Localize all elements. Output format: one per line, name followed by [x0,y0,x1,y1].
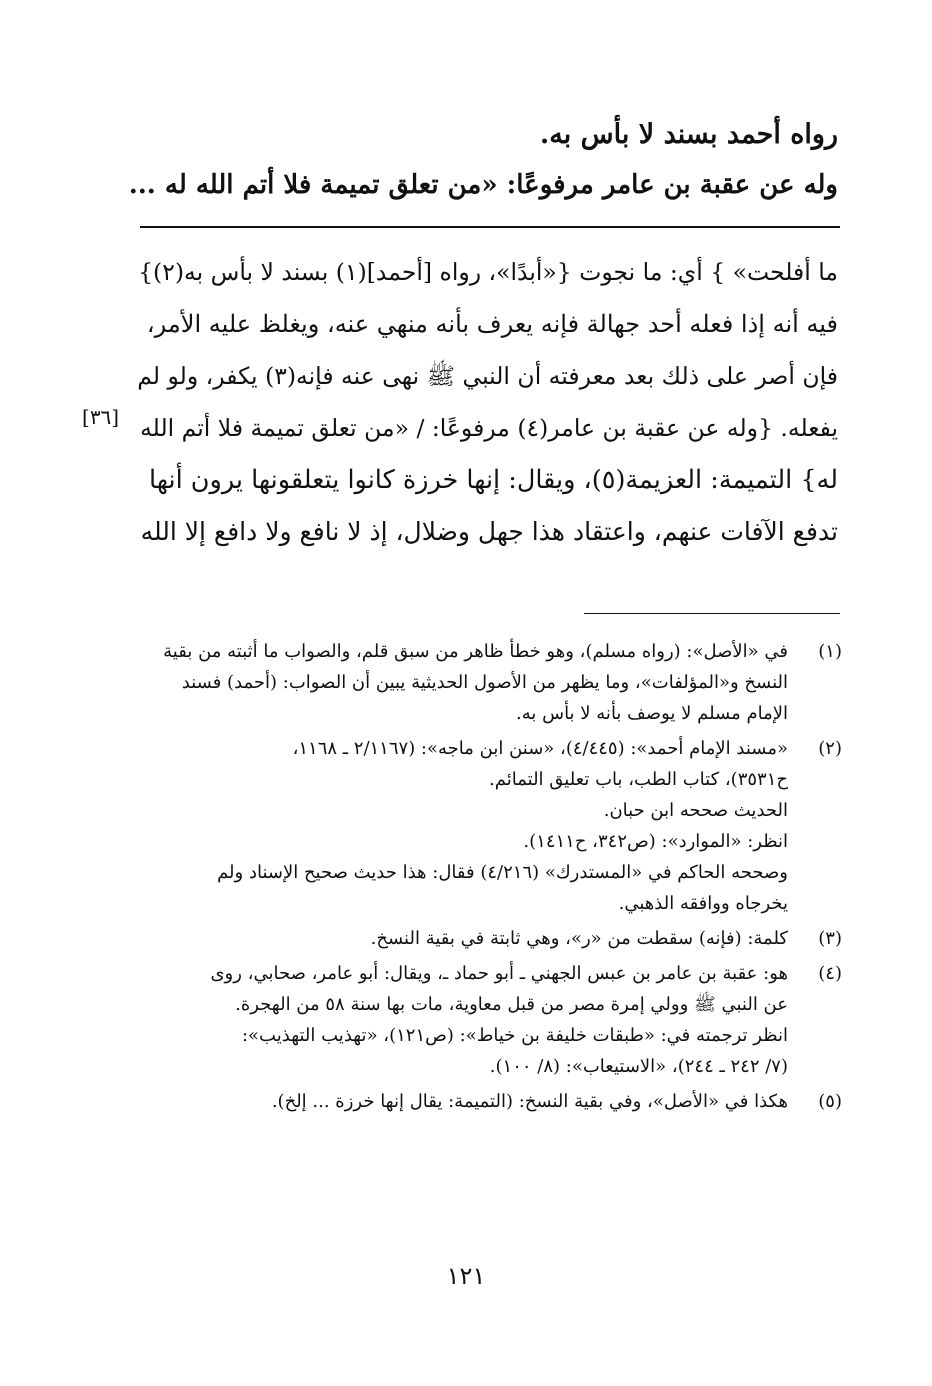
matn-text [118,110,838,210]
footnote-1 [122,636,842,729]
footnote-line: كلمة: (فإنه) سقطت من «ر»، وهي ثابتة في بقية النسخ. [370,928,788,949]
footnote-number: (٢) [818,738,842,759]
commentary-line: ما أفلحت» } أي: ما نجوت {«أبدًا»، رواه [أحمد](١) بسند لا بأس به(٢)} [138,258,838,286]
footnote-line: في «الأصل»: (رواه مسلم)، وهو خطأ ظاهر من سبق قلم، والصواب ما أثبته من بقية [163,641,788,662]
matn-divider [140,226,840,228]
footnote-line: (٧/ ٢٤٢ ـ ٢٤٤)، «الاستيعاب»: (٨/ ١٠٠). [489,1056,788,1077]
footnote-number: (٤) [818,963,842,984]
footnote-line: انظر ترجمته في: «طبقات خليفة بن خياط»: (ص١٢١)، «تهذيب التهذيب»: [241,1025,788,1046]
footnote-line: انظر: «الموارد»: (ص٣٤٢، ح١٤١١). [523,831,788,852]
commentary-line: يفعله. {وله عن عقبة بن عامر(٤) مرفوعًا: / «من تعلق تميمة فلا أتم الله [140,414,838,442]
footnote-line: وصححه الحاكم في «المستدرك» (٤/٢١٦) فقال: هذا حديث صحيح الإسناد ولم [217,862,788,883]
footnotes [122,636,842,1121]
footnote-line: ح٣٥٣١)، كتاب الطب، باب تعليق التمائم. [489,769,788,790]
commentary-line: فيه أنه إذا فعله أحد جهالة فإنه يعرف بأنه منهي عنه، ويغلظ عليه الأمر، [146,310,838,338]
commentary-text [138,246,838,558]
footnote-line: الحديث صححه ابن حبان. [603,800,788,821]
matn-line: رواه أحمد بسند لا بأس به. [539,119,838,150]
footnote-number: (٣) [818,928,842,949]
footnote-4 [122,958,842,1082]
footnote-line: هكذا في «الأصل»، وفي بقية النسخ: (التميمة: يقال إنها خرزة ... إلخ). [271,1091,788,1112]
matn-line: وله عن عقبة بن عامر مرفوعًا: «من تعلق تميمة فلا أتم الله له ... [128,170,838,200]
footnote-line: هو: عقبة بن عامر بن عبس الجهني ـ أبو حماد ـ، ويقال: أبو عامر، صحابي، روى [210,963,788,984]
manuscript-folio-ref: [٣٦] [82,405,120,429]
footnote-3 [122,923,842,954]
footnote-number: (١) [818,641,842,662]
footnote-line: الإمام مسلم لا يوصف بأنه لا بأس به. [516,703,788,724]
footnote-line: النسخ و«المؤلفات»، وما يظهر من الأصول الحديثية يبين أن الصواب: (أحمد) فسند [181,672,788,693]
footnote-line: يخرجاه ووافقه الذهبي. [618,893,788,914]
footnote-line: «مسند الإمام أحمد»: (٤/٤٤٥)، «سنن ابن ماجه»: (٢/١١٦٧ ـ ١١٦٨، [292,738,788,759]
commentary-line: له} التميمة: العزيمة(٥)، ويقال: إنها خرزة كانوا يتعلقونها يرون أنها [148,465,838,495]
footnote-2 [122,733,842,919]
commentary-line: تدفع الآفات عنهم، واعتقاد هذا جهل وضلال، إذ لا نافع ولا دافع إلا الله [140,517,838,546]
commentary-line: فإن أصر على ذلك بعد معرفته أن النبي ﷺ نهى عنه فإنه(٣) يكفر، ولو لم [137,362,838,390]
page-number: ١٢١ [446,1262,486,1290]
footnote-line: عن النبي ﷺ وولي إمرة مصر من قبل معاوية، مات بها سنة ٥٨ من الهجرة. [235,994,788,1015]
footnote-divider [584,613,840,614]
footnote-number: (٥) [818,1091,842,1112]
footnote-5 [122,1086,842,1117]
